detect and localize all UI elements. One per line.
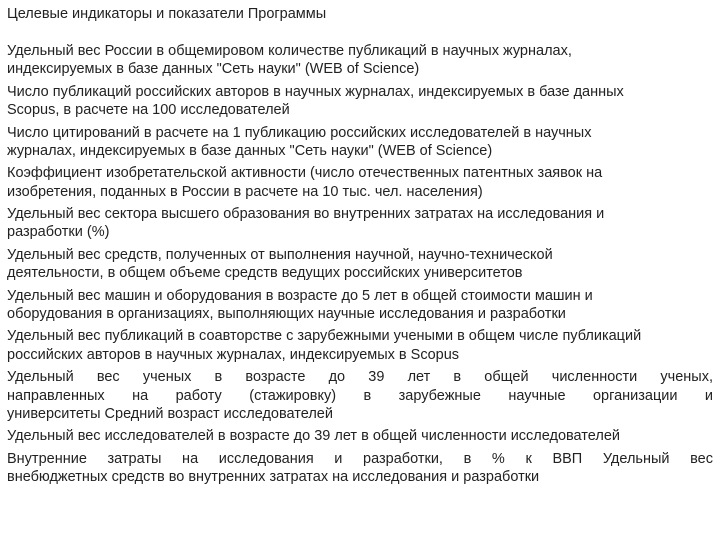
indicator-text-line: деятельности, в общем объеме средств ведущих российских университетов — [7, 265, 523, 282]
indicator-text-line: Удельный вес ученых в возрасте до 39 лет в общей численности ученых, — [7, 369, 713, 386]
indicator-text-line: Внутренние затраты на исследования и разработки, в % к ВВП Удельный вес — [7, 450, 713, 467]
document-page — [7, 5, 713, 491]
indicator-text-line: оборудования в организациях, выполняющих научные исследования и разработки — [7, 305, 566, 322]
indicator-item — [7, 246, 713, 283]
indicator-text-line: Удельный вес публикаций в соавторстве с зарубежными учеными в общем числе публикаций — [7, 328, 642, 345]
indicator-item — [7, 42, 713, 79]
indicator-text-line: университеты Средний возраст исследователей — [7, 405, 333, 422]
indicator-text-line: индексируемых в базе данных "Сеть науки" (WEB of Science) — [7, 61, 420, 78]
indicator-item — [7, 327, 713, 364]
indicator-item — [7, 450, 713, 487]
indicator-item — [7, 287, 713, 324]
indicator-item — [7, 124, 713, 161]
indicator-item — [7, 368, 713, 423]
indicator-item — [7, 205, 713, 242]
indicator-text-line: Число цитирований в расчете на 1 публикацию российских исследователей в научных — [7, 124, 592, 141]
indicator-text-line: Scopus, в расчете на 100 исследователей — [7, 102, 290, 119]
indicator-item — [7, 427, 713, 445]
indicator-text-line: журналах, индексируемых в базе данных "Сеть науки" (WEB of Science) — [7, 142, 493, 159]
indicator-text-line: Удельный вес исследователей в возрасте до 39 лет в общей численности исследователей — [7, 428, 620, 445]
indicator-item — [7, 83, 713, 120]
indicator-text-line: Удельный вес сектора высшего образования во внутренних затратах на исследования и — [7, 206, 605, 223]
indicator-text-line: Удельный вес машин и оборудования в возрасте до 5 лет в общей стоимости машин и — [7, 287, 593, 304]
indicator-text-line: изобретения, поданных в России в расчете на 10 тыс. чел. населения) — [7, 183, 483, 200]
indicator-item — [7, 164, 713, 201]
indicator-text-line: Число публикаций российских авторов в научных журналах, индексируемых в базе данных — [7, 83, 624, 100]
indicator-text-line: Удельный вес средств, полученных от выполнения научной, научно-технической — [7, 246, 553, 263]
page-title: Целевые индикаторы и показатели Программы — [7, 6, 327, 22]
indicator-text-line: разработки (%) — [7, 224, 110, 241]
indicator-text-line: Коэффициент изобретательской активности (число отечественных патентных заявок на — [7, 165, 603, 182]
indicator-text-line: направленных на работу (стажировку) в зарубежные научные организации и — [7, 387, 713, 404]
indicator-text-line: Удельный вес России в общемировом количестве публикаций в научных журналах, — [7, 43, 572, 59]
indicator-text-line: внебюджетных средств во внутренних затратах на исследования и разработки — [7, 469, 540, 486]
indicator-list — [7, 42, 713, 486]
indicator-text-line: российских авторов в научных журналах, индексируемых в Scopus — [7, 346, 460, 363]
